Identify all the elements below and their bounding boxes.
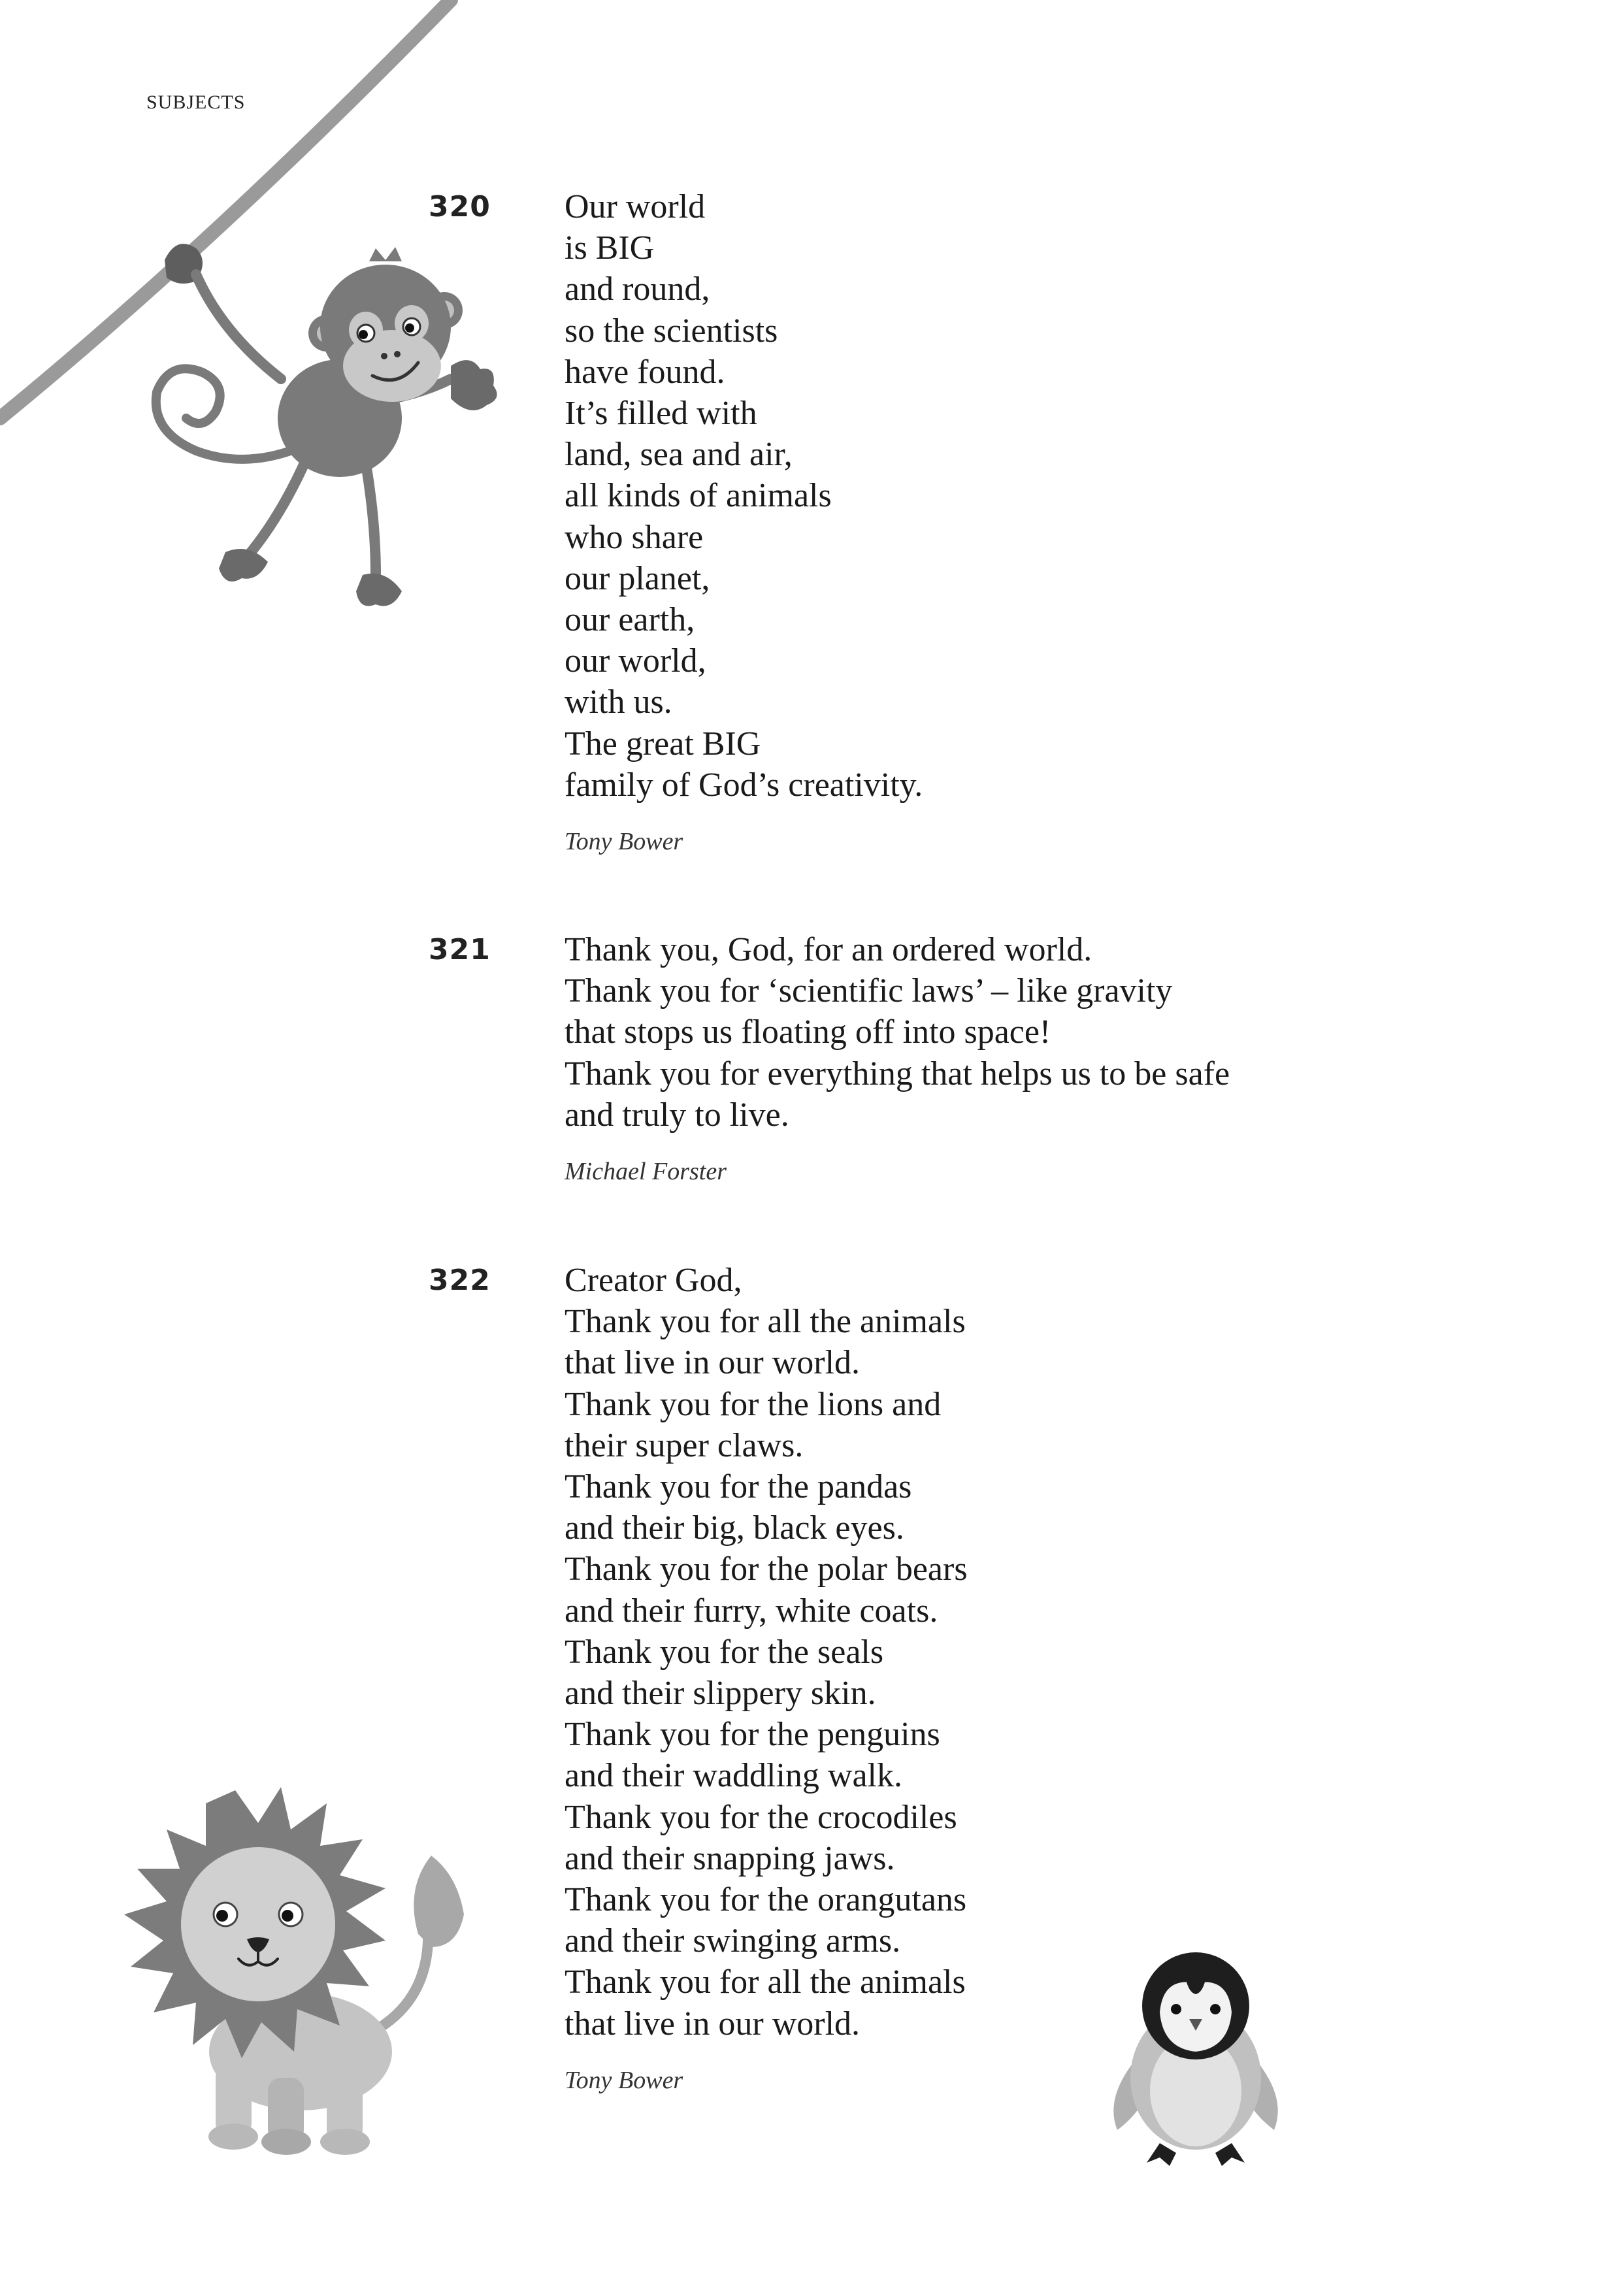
monkey-illustration	[0, 0, 523, 627]
prayer-line: our world,	[565, 642, 706, 680]
prayer-line: and their swinging arms.	[565, 1922, 901, 1960]
prayer-line: Thank you for the orangutans	[565, 1881, 967, 1919]
prayer-number: 320	[429, 190, 491, 223]
prayer-line: so the scientists	[565, 312, 778, 350]
prayer-line: It’s filled with	[565, 395, 757, 433]
prayer-line: their super claws.	[565, 1426, 804, 1464]
prayer-line: Thank you, God, for an ordered world.	[565, 931, 1092, 968]
prayer-line: all kinds of animals	[565, 477, 832, 515]
prayer-line: that live in our world.	[565, 2005, 861, 2042]
prayer-line: and their big, black eyes.	[565, 1509, 904, 1547]
prayer-line: Thank you for ‘scientific laws’ – like gravity	[565, 972, 1173, 1010]
prayer-line: and their slippery skin.	[565, 1675, 876, 1713]
prayer-line: family of God’s creativity.	[565, 766, 923, 804]
prayer-line: Thank you for the seals	[565, 1633, 884, 1671]
prayer-line: and their waddling walk.	[565, 1757, 902, 1795]
prayer-line: and round,	[565, 271, 710, 308]
prayer-line: our earth,	[565, 601, 695, 639]
prayer-line: is BIG	[565, 229, 655, 267]
prayer-author: Michael Forster	[565, 1158, 727, 1186]
prayer-line: and truly to live.	[565, 1096, 789, 1134]
prayer-line: Creator God,	[565, 1262, 742, 1299]
prayer-line: Thank you for the crocodiles	[565, 1798, 957, 1836]
prayer-line: and their furry, white coats.	[565, 1592, 938, 1630]
prayer-line: Thank you for the polar bears	[565, 1550, 968, 1588]
prayer-line: that live in our world.	[565, 1344, 861, 1382]
prayer-line: Thank you for the penguins	[565, 1716, 940, 1754]
prayer-line: Thank you for all the animals	[565, 1303, 966, 1341]
prayer-line: who share	[565, 518, 704, 556]
prayer-line: Thank you for everything that helps us to be safe	[565, 1055, 1230, 1092]
running-head: SUBJECTS	[146, 91, 246, 113]
prayer-line: Thank you for the lions and	[565, 1385, 942, 1423]
prayer-number: 322	[429, 1264, 491, 1297]
prayer-line: that stops us floating off into space!	[565, 1013, 1051, 1051]
prayer-line: Thank you for all the animals	[565, 1963, 966, 2001]
prayer-text	[565, 929, 1414, 1192]
prayer-text	[565, 186, 1414, 862]
prayer-line: and their snapping jaws.	[565, 1839, 895, 1877]
prayer-line: with us.	[565, 683, 672, 721]
lion-illustration	[65, 1784, 484, 2163]
prayer-line: have found.	[565, 353, 725, 391]
prayer-line: Thank you for the pandas	[565, 1468, 912, 1506]
prayer-author: Tony Bower	[565, 828, 683, 856]
prayer-line: The great BIG	[565, 725, 761, 763]
prayer-number: 321	[429, 933, 491, 966]
prayer-line: Our world	[565, 188, 706, 225]
penguin-illustration	[1098, 1947, 1294, 2169]
prayer-line: land, sea and air,	[565, 436, 793, 474]
prayer-author: Tony Bower	[565, 2066, 683, 2094]
prayer-line: our planet,	[565, 559, 710, 597]
